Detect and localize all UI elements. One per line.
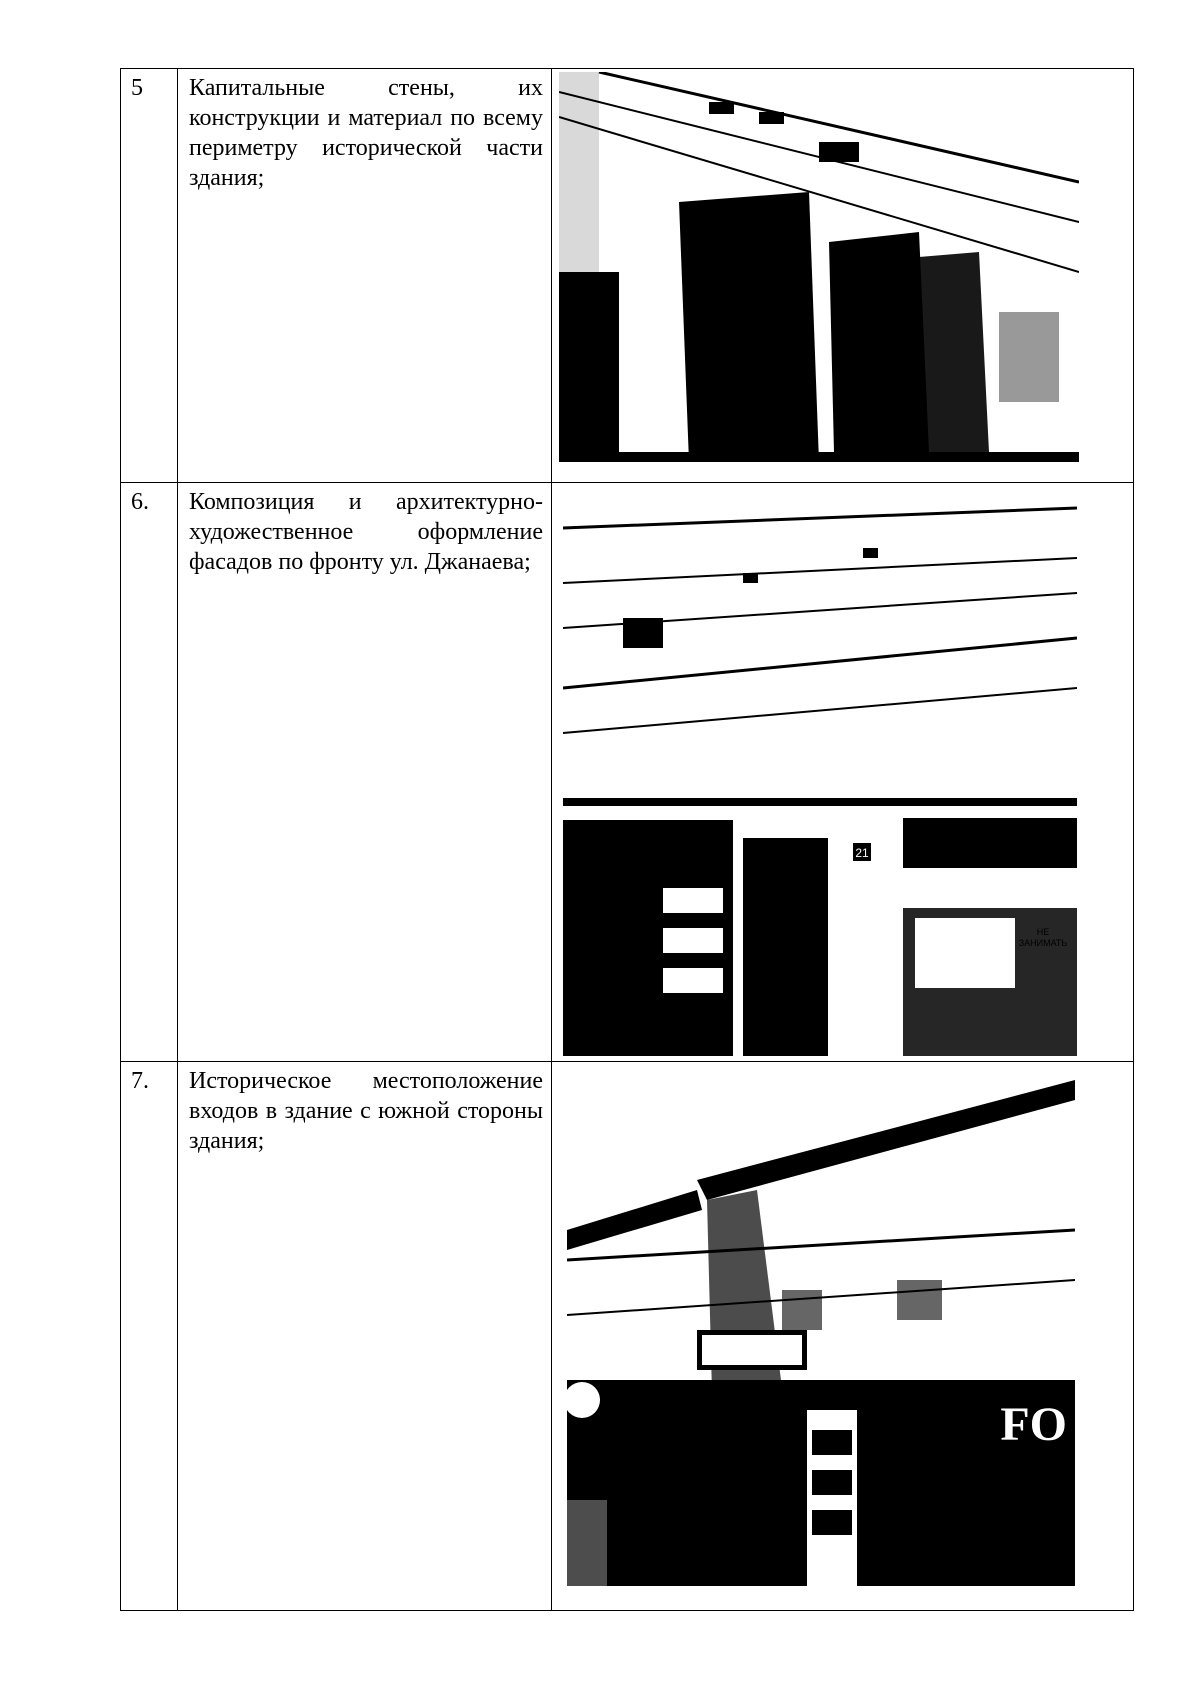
row-description: Историческое местоположение входов в здание с южной стороны здания; bbox=[189, 1068, 543, 1154]
row-number-cell bbox=[121, 1062, 178, 1610]
row-text-cell bbox=[177, 483, 552, 1061]
row-number: 5 bbox=[131, 75, 143, 101]
row-number: 6. bbox=[131, 489, 149, 515]
store-sign-text: FO bbox=[1000, 1398, 1067, 1451]
sign-text-line-1: НЕ bbox=[1036, 927, 1050, 937]
row-text-cell bbox=[177, 69, 552, 482]
row-number-cell bbox=[121, 483, 178, 1061]
facade-photo-1 bbox=[559, 72, 1079, 462]
facade-photo-3 bbox=[567, 1080, 1075, 1586]
row-description: Капитальные стены, их конструкции и материал по всему периметру исторической части здания; bbox=[189, 75, 543, 191]
row-number-cell bbox=[121, 69, 178, 482]
facade-photo-2 bbox=[563, 488, 1077, 1056]
row-number: 7. bbox=[131, 1068, 149, 1094]
row-text-cell bbox=[177, 1062, 552, 1610]
house-number: 21 bbox=[855, 846, 869, 860]
sign-text-line-2: ЗАНИМАТЬ bbox=[1018, 938, 1068, 948]
row-description: Композиция и архитектурно-художественное оформление фасадов по фронту ул. Джанаева; bbox=[189, 489, 543, 575]
